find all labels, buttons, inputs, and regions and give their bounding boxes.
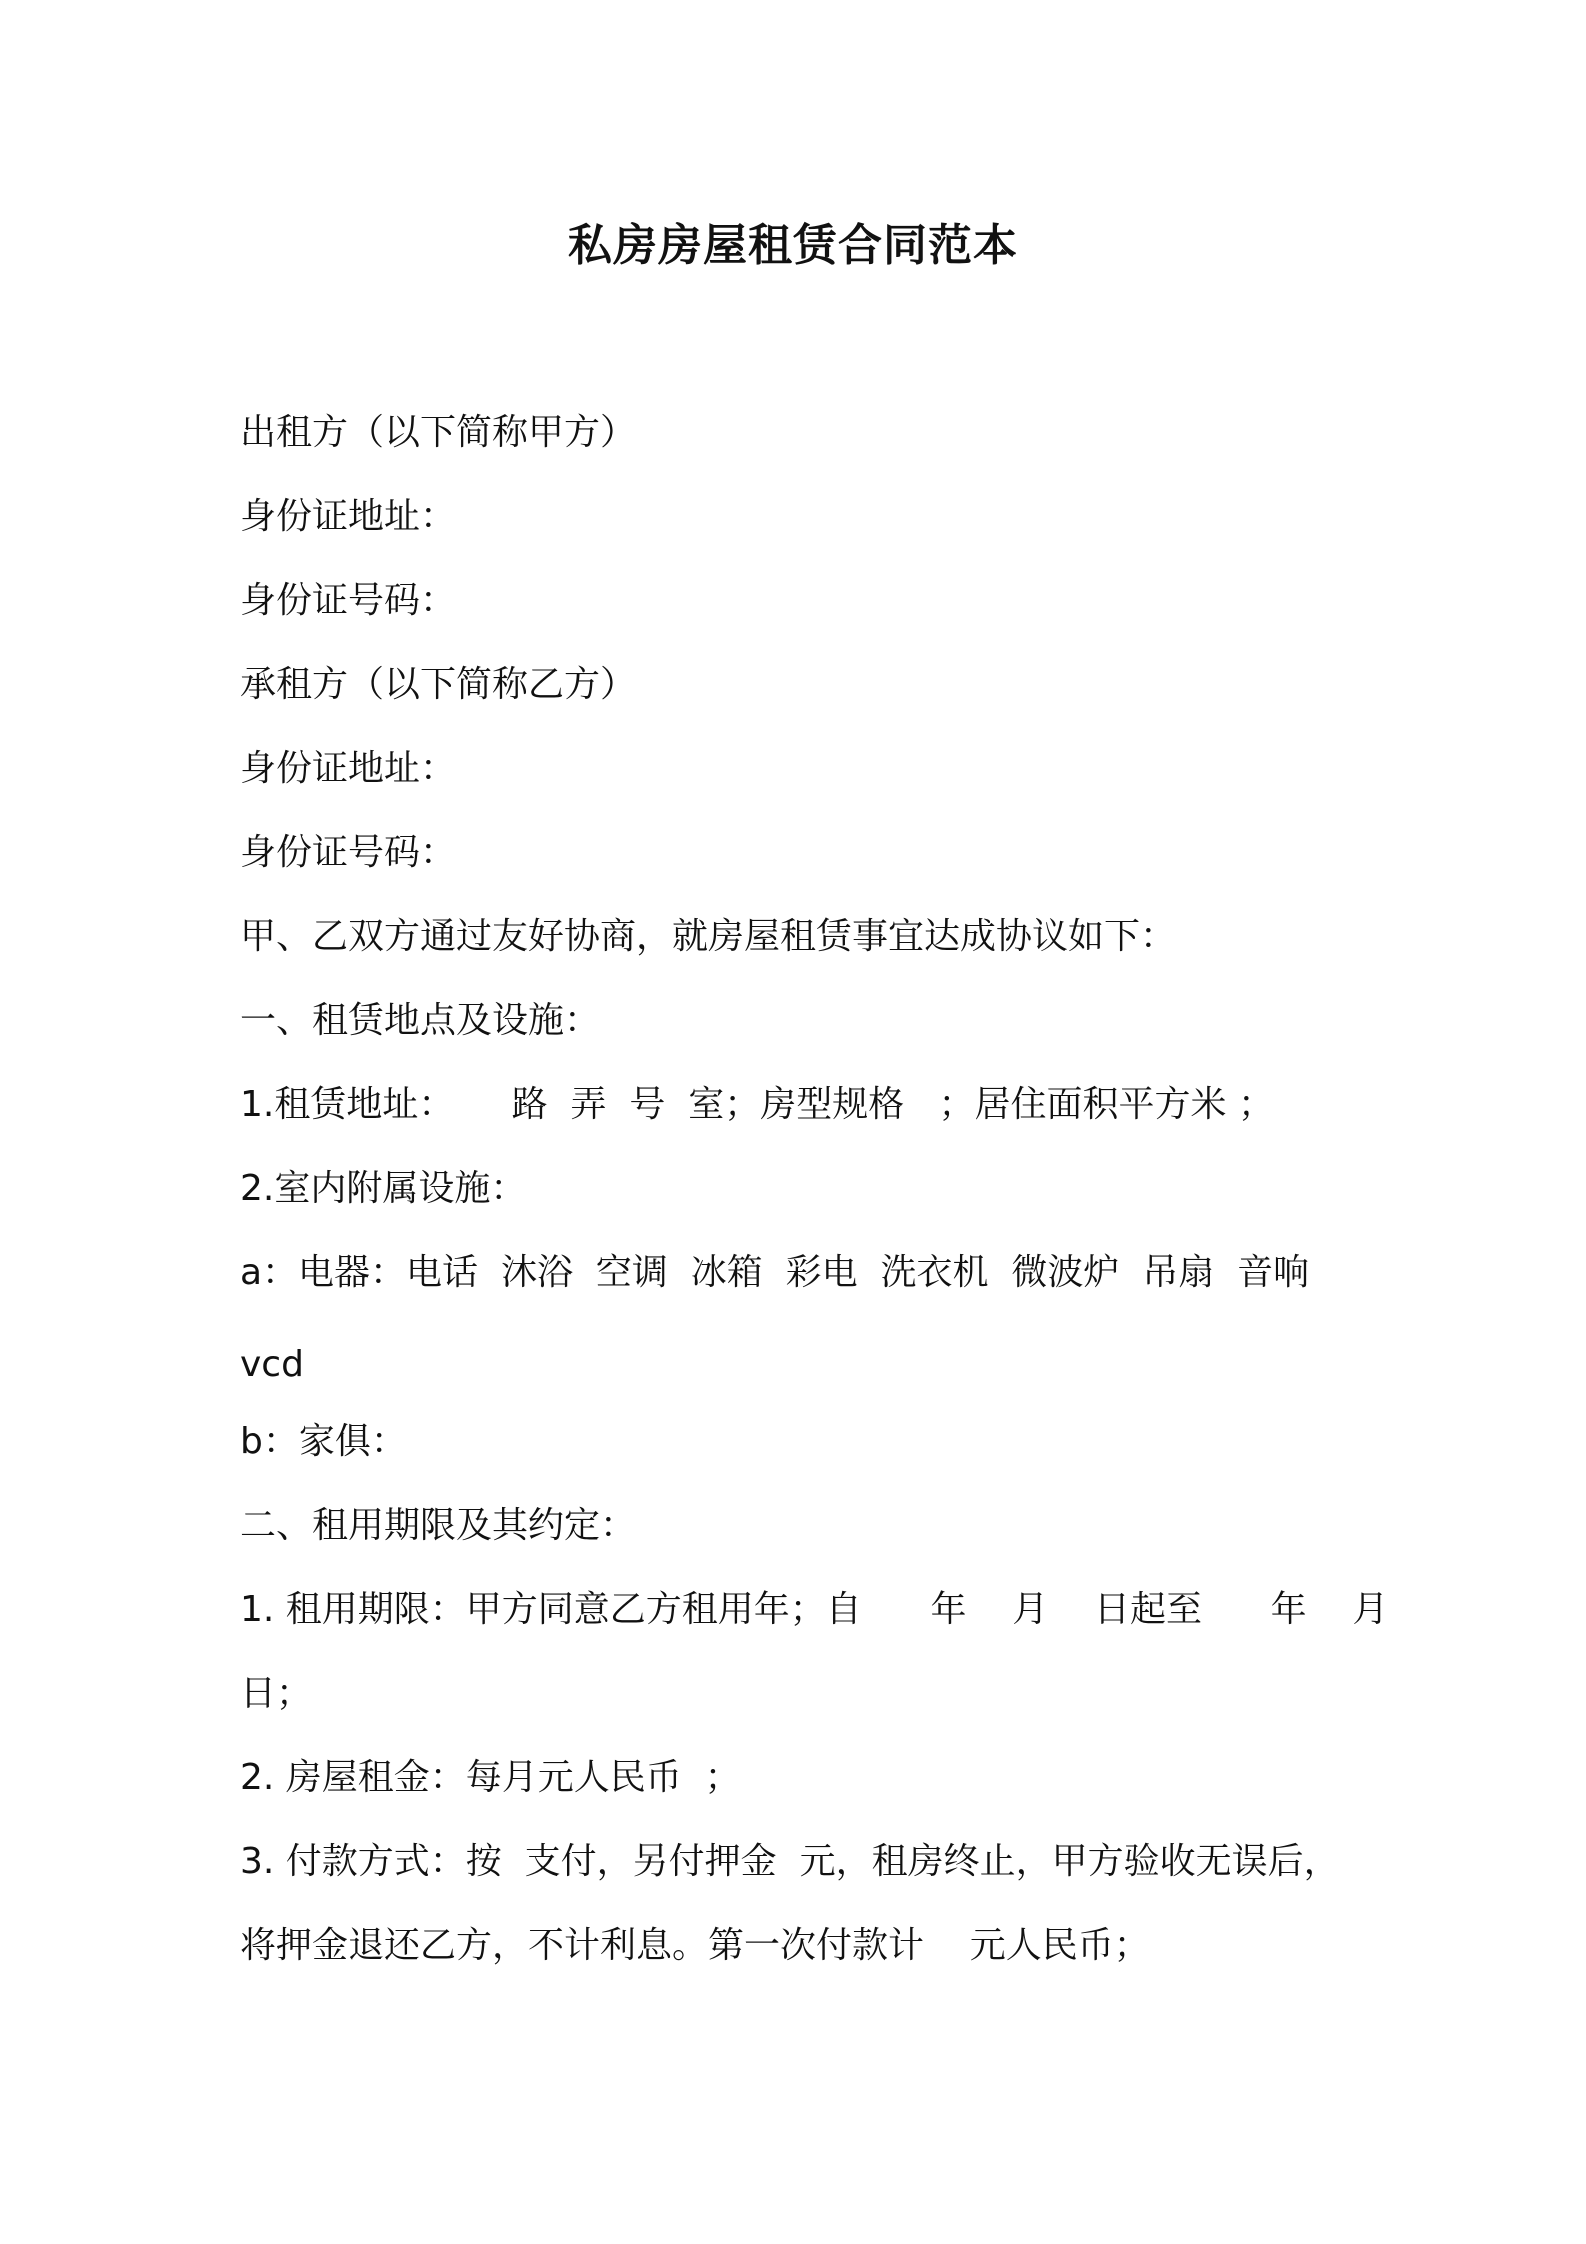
lessee-id-address: 身份证地址： bbox=[240, 748, 457, 789]
lessor-heading: 出租方（以下简称甲方） bbox=[240, 412, 637, 453]
agreement-intro: 甲、乙双方通过友好协商，就房屋租赁事宜达成协议如下： bbox=[240, 916, 1177, 957]
lessee-id-number: 身份证号码： bbox=[240, 832, 457, 873]
lease-address-item: 1.租赁地址： 路 弄 号 室；房型规格 ；居住面积平方米 ； bbox=[240, 1084, 1274, 1125]
lessor-id-number: 身份证号码： bbox=[240, 580, 457, 621]
rent-item: 2. 房屋租金：每月元人民币 ； bbox=[240, 1757, 741, 1798]
lease-term-item: 1. 租用期限：甲方同意乙方租用年；自 年 月 日起至 年 月 bbox=[240, 1589, 1389, 1630]
furniture-item: b：家俱： bbox=[240, 1421, 407, 1462]
section-2-heading: 二、租用期限及其约定： bbox=[240, 1505, 637, 1546]
facilities-item: 2.室内附属设施： bbox=[240, 1168, 527, 1209]
lessee-heading: 承租方（以下简称乙方） bbox=[240, 664, 637, 705]
payment-method-item: 3. 付款方式：按 支付，另付押金 元，租房终止，甲方验收无误后， bbox=[240, 1841, 1340, 1882]
lessor-id-address: 身份证地址： bbox=[240, 496, 457, 537]
section-1-heading: 一、租赁地点及设施： bbox=[240, 1000, 601, 1041]
appliances-item-continued: vcd bbox=[240, 1344, 304, 1385]
lease-term-item-continued: 日； bbox=[240, 1673, 313, 1714]
appliances-item: a：电器：电话 沐浴 空调 冰箱 彩电 洗衣机 微波炉 吊扇 音响 bbox=[240, 1252, 1310, 1293]
page-title: 私房房屋租赁合同范本 bbox=[568, 220, 1018, 271]
payment-method-item-continued: 将押金退还乙方，不计利息。第一次付款计 元人民币； bbox=[240, 1925, 1150, 1966]
